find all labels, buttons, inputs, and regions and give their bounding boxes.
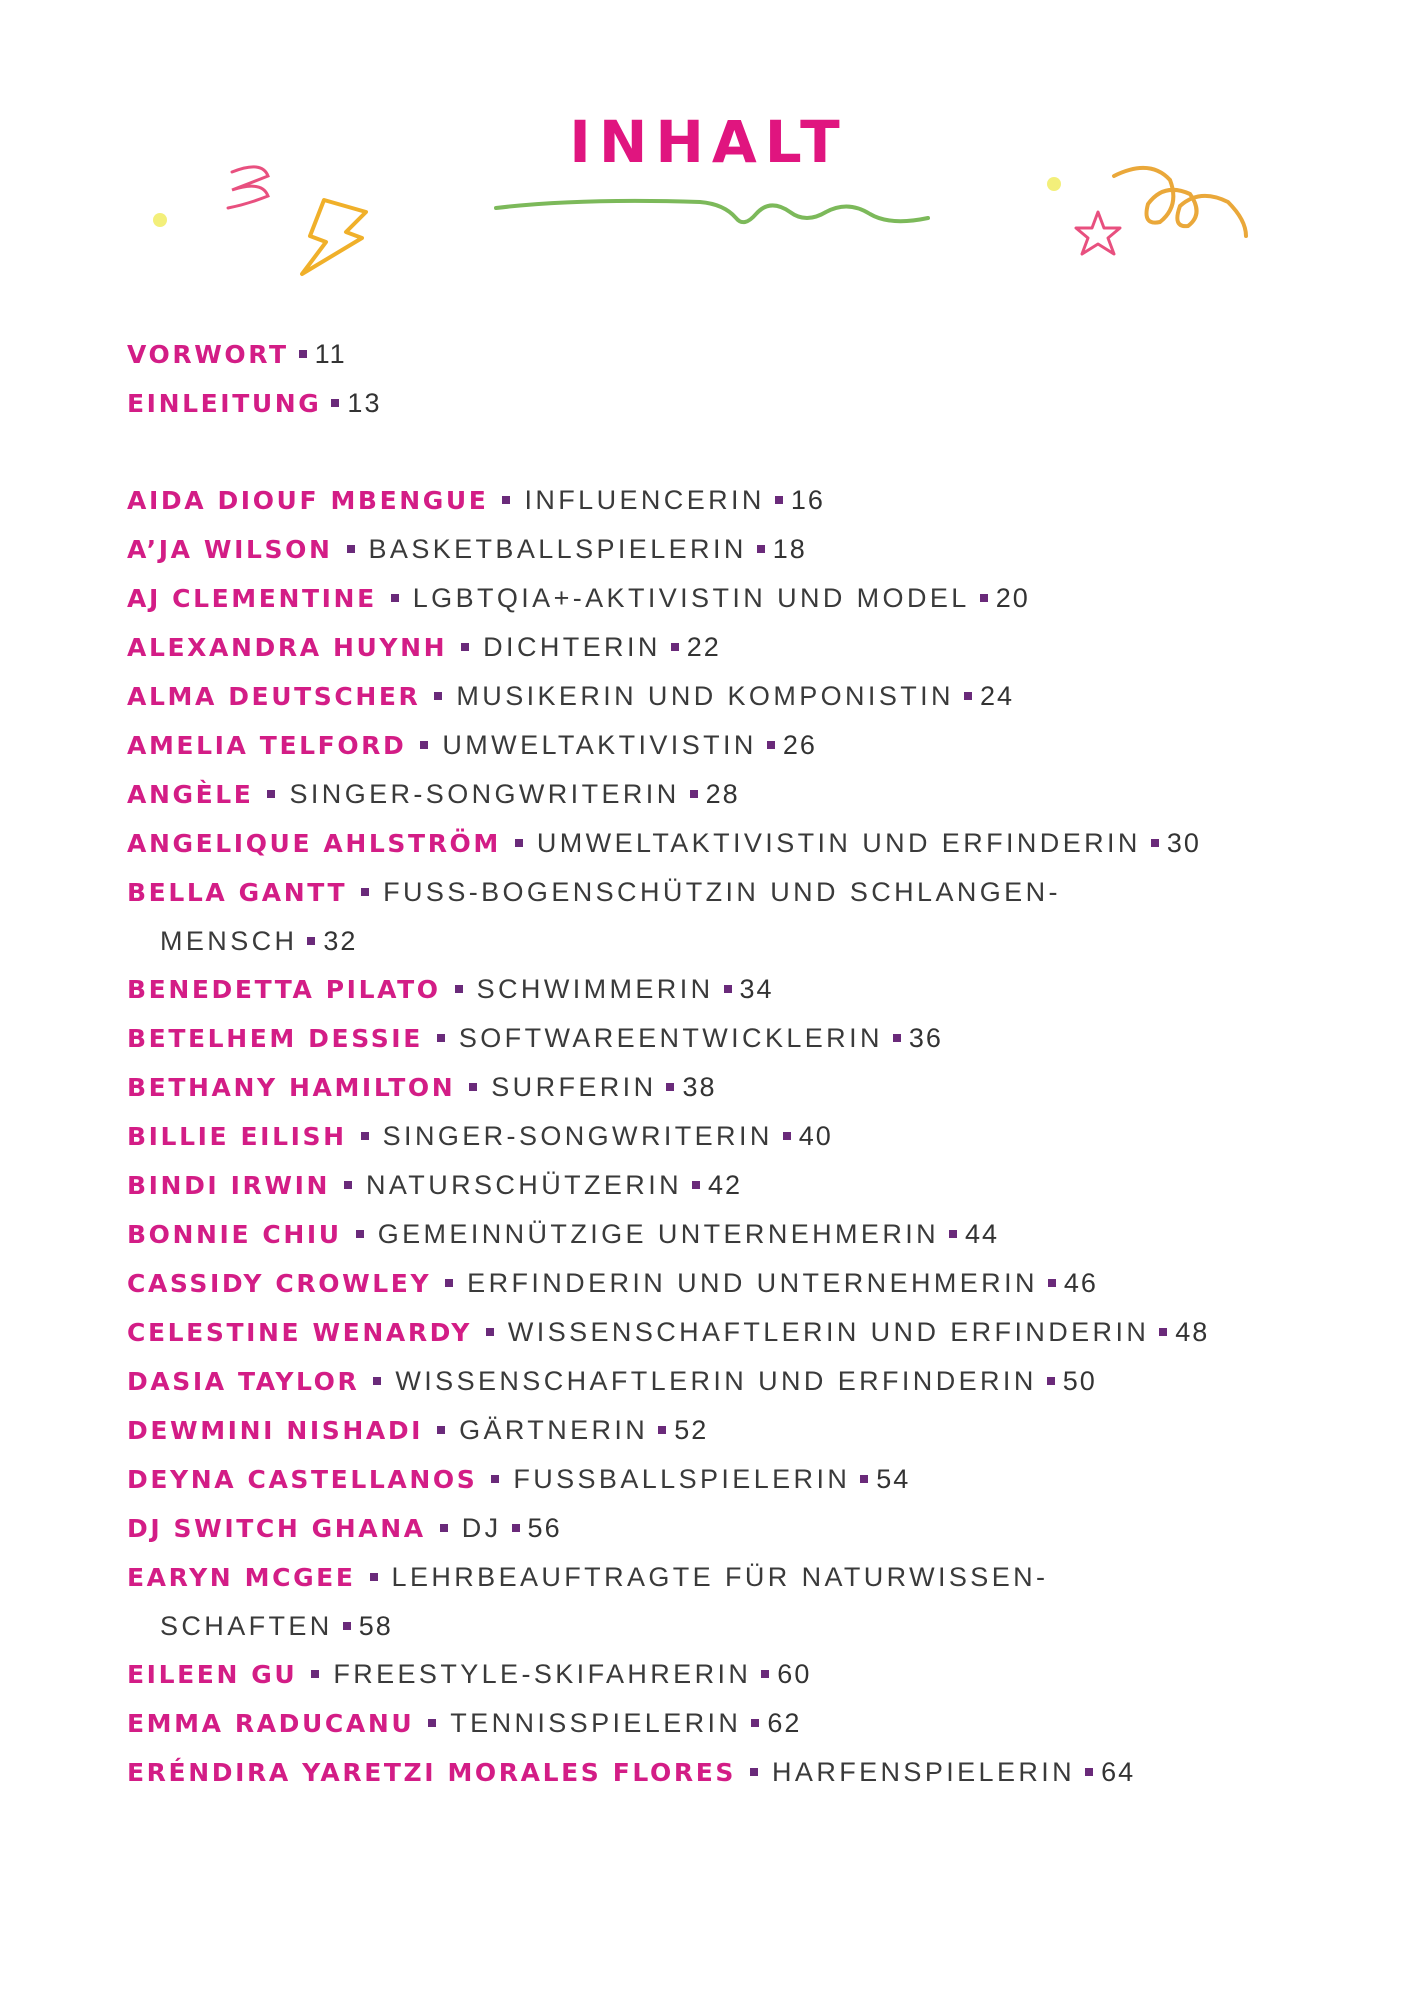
bullet-square-icon — [391, 594, 399, 602]
bullet-square-icon — [666, 1083, 674, 1091]
bullet-square-icon — [775, 496, 783, 504]
bullet-square-icon — [356, 1230, 364, 1238]
toc-entry[interactable] — [127, 1504, 1327, 1553]
bullet-square-icon — [428, 1719, 436, 1727]
page-number: 62 — [767, 1708, 802, 1738]
toc-entry[interactable] — [127, 476, 1327, 525]
toc-entry[interactable] — [127, 1210, 1327, 1259]
toc-entry[interactable] — [127, 868, 1327, 917]
entry-role: LEHRBEAUFTRAGTE FÜR NATURWISSEN- — [391, 1562, 1049, 1592]
bullet-square-icon — [512, 1524, 520, 1532]
toc-entry[interactable] — [127, 770, 1327, 819]
bullet-square-icon — [420, 741, 428, 749]
page-number: 50 — [1062, 1366, 1097, 1396]
entry-name: ERÉNDIRA YARETZI MORALES FLORES — [127, 1758, 737, 1787]
entry-name: AMELIA TELFORD — [127, 731, 407, 760]
toc-entry[interactable] — [127, 1112, 1327, 1161]
page-number: 22 — [686, 632, 721, 662]
bullet-square-icon — [767, 741, 775, 749]
bullet-square-icon — [1085, 1768, 1093, 1776]
front-matter — [127, 330, 1327, 428]
bullet-square-icon — [491, 1475, 499, 1483]
star-icon — [1076, 212, 1120, 254]
entry-role: SINGER-SONGWRITERIN — [289, 779, 680, 809]
toc-entry[interactable] — [127, 965, 1327, 1014]
entry-name: EMMA RADUCANU — [127, 1709, 415, 1738]
toc-entry[interactable] — [127, 1161, 1327, 1210]
toc-entry[interactable] — [127, 1357, 1327, 1406]
bullet-square-icon — [724, 985, 732, 993]
toc-entry[interactable] — [127, 1553, 1327, 1602]
toc-entry[interactable] — [127, 379, 1327, 428]
entry-name: BENEDETTA PILATO — [127, 975, 441, 1004]
toc-entry[interactable] — [127, 672, 1327, 721]
entry-role: FUSS-BOGENSCHÜTZIN UND SCHLANGEN- — [383, 877, 1061, 907]
bullet-square-icon — [692, 1181, 700, 1189]
page-number: 30 — [1166, 828, 1201, 858]
bullet-square-icon — [437, 1426, 445, 1434]
bullet-square-icon — [757, 545, 765, 553]
page-number: 64 — [1101, 1757, 1136, 1787]
dot-icon — [1047, 177, 1061, 191]
bullet-square-icon — [893, 1034, 901, 1042]
toc-entry[interactable] — [127, 1406, 1327, 1455]
page-number: 28 — [705, 779, 740, 809]
bullet-square-icon — [515, 839, 523, 847]
bullet-square-icon — [455, 985, 463, 993]
toc-entry[interactable] — [127, 330, 1327, 379]
toc-entry[interactable] — [127, 1014, 1327, 1063]
entry-name: BELLA GANTT — [127, 878, 348, 907]
entry-role: FREESTYLE-SKIFAHRERIN — [333, 1659, 752, 1689]
entry-list — [127, 476, 1327, 1797]
entry-role: FUSSBALLSPIELERIN — [513, 1464, 851, 1494]
entry-name: VORWORT — [127, 340, 289, 369]
entry-name: ALEXANDRA HUYNH — [127, 633, 448, 662]
dot-icon — [153, 213, 167, 227]
bullet-square-icon — [949, 1230, 957, 1238]
page-number: 36 — [908, 1023, 943, 1053]
entry-name: EINLEITUNG — [127, 389, 322, 418]
page-number: 44 — [965, 1219, 1000, 1249]
bullet-square-icon — [690, 790, 698, 798]
bullet-square-icon — [347, 545, 355, 553]
entry-role: DJ — [461, 1513, 502, 1543]
bullet-square-icon — [343, 1622, 351, 1630]
page-number: 52 — [674, 1415, 709, 1445]
bullet-square-icon — [671, 643, 679, 651]
toc-entry[interactable] — [127, 819, 1327, 868]
page-title: INHALT — [569, 108, 848, 176]
entry-role: GÄRTNERIN — [459, 1415, 649, 1445]
entry-role: BASKETBALLSPIELERIN — [368, 534, 747, 564]
page-number: 13 — [347, 388, 382, 418]
entry-role: HARFENSPIELERIN — [772, 1757, 1076, 1787]
entry-name: DJ SWITCH GHANA — [127, 1514, 426, 1543]
toc-entry[interactable] — [127, 1259, 1327, 1308]
entry-name: EARYN MCGEE — [127, 1563, 356, 1592]
bullet-square-icon — [1159, 1328, 1167, 1336]
toc-entry-continuation — [127, 1602, 1327, 1650]
entry-role: UMWELTAKTIVISTIN UND ERFINDERIN — [536, 828, 1141, 858]
page-number: 60 — [777, 1659, 812, 1689]
bullet-square-icon — [370, 1573, 378, 1581]
entry-role: DICHTERIN — [483, 632, 661, 662]
squiggle-icon — [228, 167, 268, 208]
page-number: 40 — [798, 1121, 833, 1151]
bullet-square-icon — [461, 643, 469, 651]
entry-name: DEYNA CASTELLANOS — [127, 1465, 478, 1494]
bullet-square-icon — [373, 1377, 381, 1385]
lightning-icon — [302, 200, 366, 274]
entry-name: BILLIE EILISH — [127, 1122, 347, 1151]
bullet-square-icon — [307, 937, 315, 945]
entry-role: UMWELTAKTIVISTIN — [442, 730, 757, 760]
entry-role: INFLUENCERIN — [524, 485, 765, 515]
entry-role: SCHWIMMERIN — [476, 974, 714, 1004]
page-number: 42 — [708, 1170, 743, 1200]
entry-role: TENNISSPIELERIN — [450, 1708, 742, 1738]
entry-role: SINGER-SONGWRITERIN — [382, 1121, 773, 1151]
bullet-square-icon — [980, 594, 988, 602]
bullet-square-icon — [267, 790, 275, 798]
bullet-square-icon — [486, 1328, 494, 1336]
entry-name: A’JA WILSON — [127, 535, 333, 564]
toc-entry[interactable] — [127, 623, 1327, 672]
entry-name: CELESTINE WENARDY — [127, 1318, 472, 1347]
entry-name: ANGELIQUE AHLSTRÖM — [127, 829, 501, 858]
page-number: 26 — [782, 730, 817, 760]
bullet-square-icon — [1047, 1377, 1055, 1385]
page-number: 32 — [323, 926, 358, 956]
entry-role: WISSENSCHAFTLERIN UND ERFINDERIN — [507, 1317, 1150, 1347]
bullet-square-icon — [437, 1034, 445, 1042]
entry-name: BETHANY HAMILTON — [127, 1073, 456, 1102]
toc-entry[interactable] — [127, 1063, 1327, 1112]
entry-name: BETELHEM DESSIE — [127, 1024, 423, 1053]
entry-name: BONNIE CHIU — [127, 1220, 342, 1249]
entry-role: SURFERIN — [491, 1072, 657, 1102]
toc-entry[interactable] — [127, 574, 1327, 623]
page-number: 58 — [358, 1611, 393, 1641]
toc-entry[interactable] — [127, 721, 1327, 770]
bullet-square-icon — [331, 399, 339, 407]
entry-role: WISSENSCHAFTLERIN UND ERFINDERIN — [395, 1366, 1037, 1396]
entry-name: DASIA TAYLOR — [127, 1367, 360, 1396]
page-number: 18 — [772, 534, 807, 564]
bullet-square-icon — [311, 1670, 319, 1678]
bullet-square-icon — [469, 1083, 477, 1091]
toc-entry-continuation — [127, 917, 1327, 965]
bullet-square-icon — [299, 350, 307, 358]
toc-entry[interactable] — [127, 525, 1327, 574]
entry-role: LGBTQIA+-AKTIVISTIN UND MODEL — [412, 583, 970, 613]
spiral-icon — [1114, 168, 1246, 236]
toc-entry[interactable] — [127, 1699, 1327, 1748]
toc-entry[interactable] — [127, 1455, 1327, 1504]
entry-name: ALMA DEUTSCHER — [127, 682, 421, 711]
wave-line-icon — [496, 201, 928, 222]
entry-role-continuation: MENSCH — [160, 926, 298, 956]
page-number: 46 — [1063, 1268, 1098, 1298]
entry-role: MUSIKERIN UND KOMPONISTIN — [456, 681, 954, 711]
toc-entry[interactable] — [127, 1748, 1327, 1797]
bullet-square-icon — [1151, 839, 1159, 847]
bullet-square-icon — [761, 1670, 769, 1678]
entry-name: ANGÈLE — [127, 780, 254, 809]
page-number: 11 — [314, 339, 347, 369]
bullet-square-icon — [783, 1132, 791, 1140]
page-number: 16 — [790, 485, 825, 515]
entry-role: SOFTWAREENTWICKLERIN — [458, 1023, 883, 1053]
page-number: 20 — [995, 583, 1030, 613]
bullet-square-icon — [502, 496, 510, 504]
bullet-square-icon — [434, 692, 442, 700]
page-number: 34 — [739, 974, 774, 1004]
bullet-square-icon — [658, 1426, 666, 1434]
entry-name: BINDI IRWIN — [127, 1171, 330, 1200]
page-number: 56 — [527, 1513, 562, 1543]
bullet-square-icon — [1048, 1279, 1056, 1287]
toc-entry[interactable] — [127, 1650, 1327, 1699]
entry-role-continuation: SCHAFTEN — [160, 1611, 333, 1641]
page-number: 38 — [682, 1072, 717, 1102]
entry-name: DEWMINI NISHADI — [127, 1416, 424, 1445]
entry-name: CASSIDY CROWLEY — [127, 1269, 432, 1298]
bullet-square-icon — [964, 692, 972, 700]
bullet-square-icon — [361, 888, 369, 896]
entry-role: GEMEINNÜTZIGE UNTERNEHMERIN — [377, 1219, 940, 1249]
toc-entry[interactable] — [127, 1308, 1327, 1357]
bullet-square-icon — [750, 1768, 758, 1776]
entry-role: NATURSCHÜTZERIN — [366, 1170, 682, 1200]
bullet-square-icon — [344, 1181, 352, 1189]
page-number: 54 — [876, 1464, 911, 1494]
page-number: 48 — [1175, 1317, 1210, 1347]
entry-name: AIDA DIOUF MBENGUE — [127, 486, 489, 515]
entry-name: EILEEN GU — [127, 1660, 298, 1689]
page-number: 24 — [979, 681, 1014, 711]
bullet-square-icon — [445, 1279, 453, 1287]
bullet-square-icon — [361, 1132, 369, 1140]
bullet-square-icon — [751, 1719, 759, 1727]
header-decorations — [0, 0, 1417, 300]
entry-name: AJ CLEMENTINE — [127, 584, 377, 613]
table-of-contents — [127, 330, 1327, 1797]
bullet-square-icon — [440, 1524, 448, 1532]
bullet-square-icon — [860, 1475, 868, 1483]
entry-role: ERFINDERIN UND UNTERNEHMERIN — [467, 1268, 1038, 1298]
